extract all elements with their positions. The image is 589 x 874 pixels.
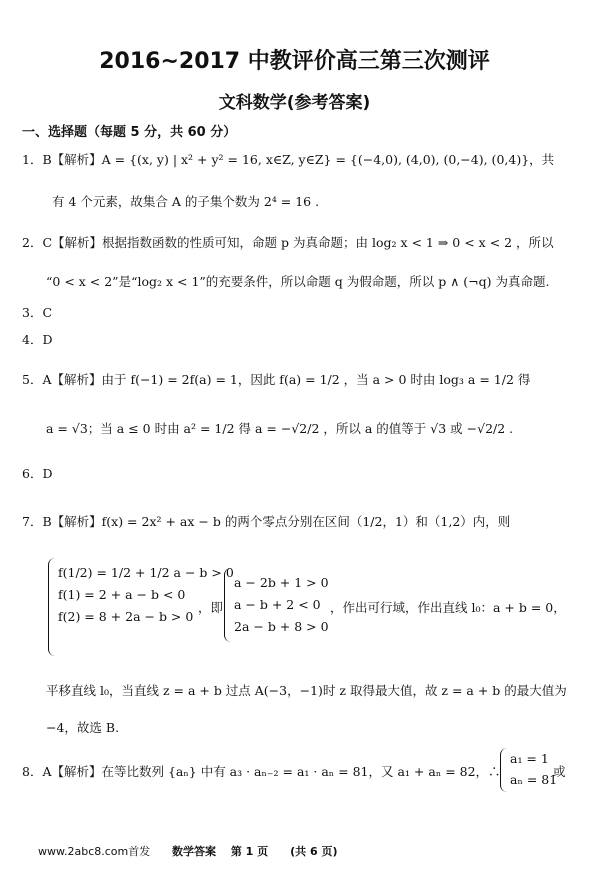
- q8-brace: [500, 748, 507, 792]
- q3-answer: 3．C: [22, 305, 53, 320]
- q7-line-1: 7．B【解析】f(x) = 2x² + ax − b 的两个零点分别在区间（1/2，1）和（1,2）内，则: [22, 514, 511, 529]
- q7-sys2-row: 2a − b + 8 > 0: [234, 619, 329, 634]
- q7-system-2: [234, 572, 329, 638]
- q7-sys1-row: f(2) = 8 + 2a − b > 0: [58, 609, 194, 624]
- q1-line-2: 有 4 个元素，故集合 A 的子集个数为 2⁴ = 16 .: [52, 194, 320, 209]
- q6-answer: 6．D: [22, 466, 53, 481]
- footer-site: www.2abc8.com首发: [38, 845, 151, 858]
- q8-line-1: 8．A【解析】在等比数列 {aₙ} 中有 a₃ · aₙ₋₂ = a₁ · aₙ = 81，又 a₁ + aₙ = 82，∴: [22, 764, 501, 779]
- q4-answer: 4．D: [22, 332, 53, 347]
- q7-line-4: −4，故选 B.: [46, 720, 120, 735]
- q8-system: [510, 748, 557, 790]
- q7-sys2-row: a − b + 2 < 0: [234, 597, 321, 612]
- q7-after-text: ，作出可行域，作出直线 l₀：a + b = 0，: [330, 600, 566, 615]
- page-title: 2016~2017 中教评价高三第三次测评: [99, 49, 490, 74]
- q7-line-3: 平移直线 l₀，当直线 z = a + b 过点 A(−3，−1)时 z 取得最大值，故 z = a + b 的最大值为: [46, 683, 567, 698]
- q2-line-1: 2．C【解析】根据指数函数的性质可知，命题 p 为真命题；由 log₂ x < 1 ⇒ 0 < x < 2 ，所以: [22, 235, 554, 250]
- q7-brace-left: [48, 558, 55, 656]
- q7-mid-text: ，即: [198, 600, 224, 615]
- q7-sys2-row: a − 2b + 1 > 0: [234, 575, 329, 590]
- q7-sys1-row: f(1/2) = 1/2 + 1/2 a − b > 0: [58, 565, 234, 580]
- q5-line-1: 5．A【解析】由于 f(−1) = 2f(a) = 1，因此 f(a) = 1/2 ，当 a > 0 时由 log₃ a = 1/2 得: [22, 372, 531, 387]
- page-subtitle: 文科数学(参考答案): [218, 93, 371, 113]
- q2-line-2: “0 < x < 2”是“log₂ x < 1”的充要条件，所以命题 q 为假命题，所以 p ∧ (¬q) 为真命题.: [46, 274, 550, 289]
- q8-tail: 或: [553, 764, 566, 779]
- q7-system-1: [58, 562, 234, 628]
- section-heading: 一、选择题（每题 5 分，共 60 分）: [22, 125, 237, 140]
- footer-page-number: 数学答案 第 1 页 (共 6 页): [172, 845, 338, 858]
- q8-sys-row: aₙ = 81: [510, 772, 558, 787]
- q7-sys1-row: f(1) = 2 + a − b < 0: [58, 587, 186, 602]
- q5-line-2: a = √3；当 a ≤ 0 时由 a² = 1/2 得 a = −√2/2 ，所以 a 的值等于 √3 或 −√2/2 .: [46, 421, 514, 436]
- q1-line-1: 1．B【解析】A = {(x, y) | x² + y² = 16, x∈Z, y∈Z} = {(−4,0), (4,0), (0,−4), (0,4)}，共: [22, 152, 555, 167]
- q7-brace-right: [224, 568, 231, 642]
- q8-sys-row: a₁ = 1: [510, 751, 549, 766]
